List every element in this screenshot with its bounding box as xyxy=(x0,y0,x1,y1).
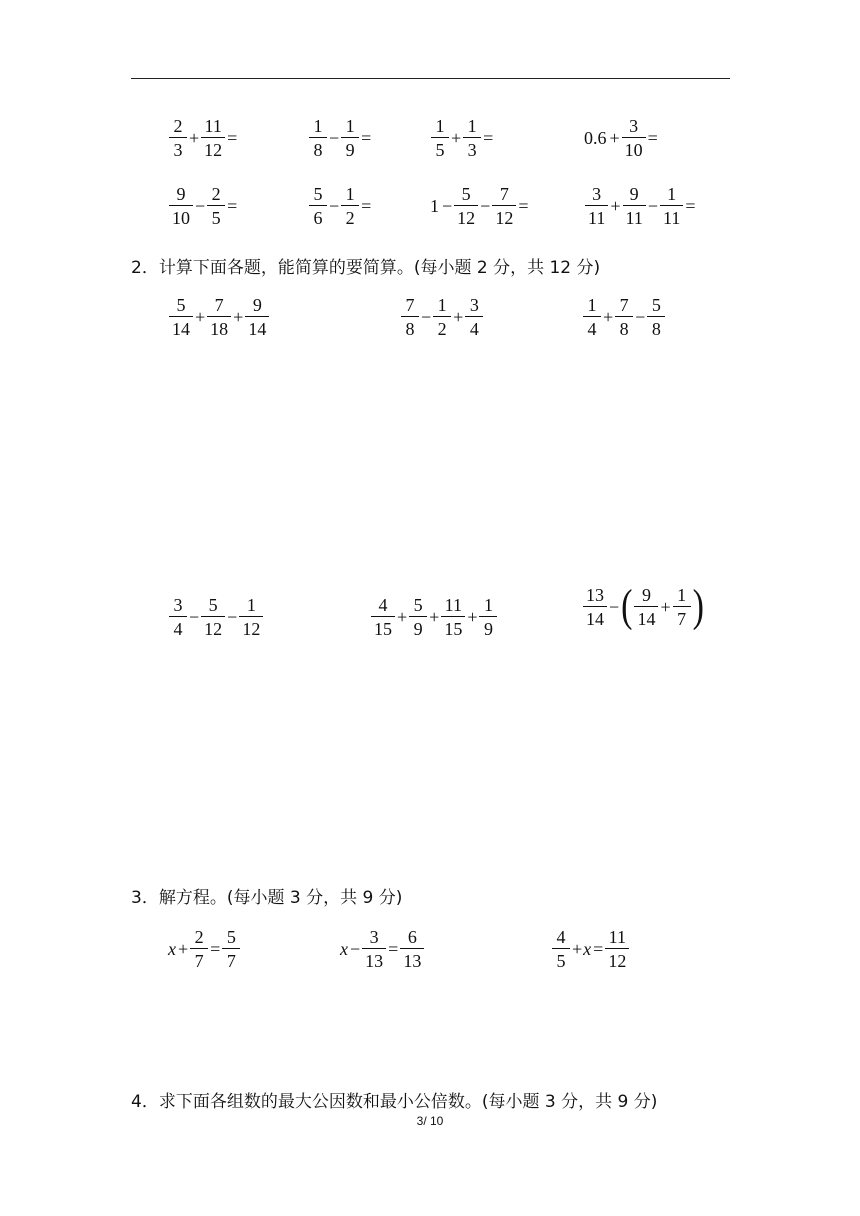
expr-r1-3 xyxy=(430,117,494,159)
numerator: 13 xyxy=(586,585,604,605)
fraction xyxy=(409,596,427,638)
numerator: 7 xyxy=(405,295,415,315)
denominator: 18 xyxy=(207,316,231,338)
fraction xyxy=(201,117,225,159)
denominator: 11 xyxy=(623,205,646,227)
denominator: 4 xyxy=(169,616,187,638)
expr-r1-2 xyxy=(308,117,372,159)
question-3-label: 3．解方程。(每小题 3 分，共 9 分) xyxy=(131,888,403,908)
expr-r2-3 xyxy=(430,185,529,227)
fraction xyxy=(623,185,646,227)
operator: + xyxy=(178,939,189,959)
variable-x: x xyxy=(583,939,592,959)
fraction xyxy=(362,928,386,970)
operator: − xyxy=(635,307,646,327)
denominator: 12 xyxy=(201,137,225,159)
q2-problem-3 xyxy=(582,296,666,338)
numerator: 4 xyxy=(378,595,388,615)
denominator: 15 xyxy=(441,616,465,638)
denominator: 2 xyxy=(433,316,451,338)
fraction xyxy=(207,296,231,338)
equals-sign: = xyxy=(685,196,696,216)
fraction xyxy=(615,296,633,338)
equals-sign: = xyxy=(361,196,372,216)
operator: + xyxy=(233,307,244,327)
fraction xyxy=(660,185,683,227)
numerator: 2 xyxy=(194,927,204,947)
fraction xyxy=(647,296,665,338)
left-parenthesis: ( xyxy=(621,581,633,632)
denominator: 11 xyxy=(660,205,683,227)
expr-r2-1 xyxy=(168,185,238,227)
equals-sign: = xyxy=(518,196,529,216)
fraction xyxy=(400,928,424,970)
fraction xyxy=(309,117,327,159)
denominator: 8 xyxy=(401,316,419,338)
fraction xyxy=(552,928,570,970)
numerator: 5 xyxy=(413,595,423,615)
denominator: 14 xyxy=(245,316,269,338)
fraction xyxy=(673,586,691,628)
operator: + xyxy=(467,607,478,627)
denominator: 5 xyxy=(552,948,570,970)
q3-equation-3 xyxy=(551,928,630,970)
fraction xyxy=(309,185,327,227)
denominator: 12 xyxy=(239,616,263,638)
operator: − xyxy=(195,196,206,216)
denominator: 4 xyxy=(465,316,483,338)
numerator: 3 xyxy=(629,116,639,136)
operator: + xyxy=(451,128,462,148)
operator: − xyxy=(329,196,340,216)
operator: − xyxy=(227,607,238,627)
denominator: 7 xyxy=(673,606,691,628)
fraction xyxy=(463,117,481,159)
denominator: 12 xyxy=(454,205,478,227)
denominator: 13 xyxy=(400,948,424,970)
numerator: 1 xyxy=(246,595,256,615)
denominator: 9 xyxy=(341,137,359,159)
numerator: 11 xyxy=(204,116,222,136)
expr-r1-4 xyxy=(584,117,659,159)
q2-problem-1 xyxy=(168,296,270,338)
operator: − xyxy=(421,307,432,327)
numerator: 9 xyxy=(641,585,651,605)
fraction xyxy=(169,185,193,227)
denominator: 2 xyxy=(341,205,359,227)
denominator: 12 xyxy=(201,616,225,638)
denominator: 4 xyxy=(583,316,601,338)
question-4-label: 4．求下面各组数的最大公因数和最小公倍数。(每小题 3 分，共 9 分) xyxy=(131,1092,658,1112)
denominator: 13 xyxy=(362,948,386,970)
fraction xyxy=(433,296,451,338)
numerator: 7 xyxy=(214,295,224,315)
numerator: 1 xyxy=(345,184,355,204)
operator: + xyxy=(603,307,614,327)
denominator: 10 xyxy=(622,137,646,159)
equals-sign: = xyxy=(361,128,372,148)
numerator: 11 xyxy=(608,927,626,947)
numerator: 3 xyxy=(173,595,183,615)
numerator: 1 xyxy=(313,116,323,136)
q3-equation-1 xyxy=(168,928,241,970)
equals-sign: = xyxy=(227,196,238,216)
operator: − xyxy=(442,196,453,216)
denominator: 14 xyxy=(634,606,658,628)
operator: − xyxy=(480,196,491,216)
numerator: 3 xyxy=(469,295,479,315)
numerator: 5 xyxy=(651,295,661,315)
equals-sign: = xyxy=(388,939,399,959)
numerator: 2 xyxy=(173,116,183,136)
fraction xyxy=(585,185,608,227)
numerator: 3 xyxy=(369,927,379,947)
denominator: 5 xyxy=(207,205,225,227)
fraction xyxy=(479,596,497,638)
denominator: 15 xyxy=(371,616,395,638)
denominator: 7 xyxy=(190,948,208,970)
question-2-label: 2．计算下面各题，能简算的要简算。(每小题 2 分，共 12 分) xyxy=(131,258,601,278)
denominator: 8 xyxy=(615,316,633,338)
equals-sign: = xyxy=(593,939,604,959)
fraction xyxy=(441,596,465,638)
numerator: 5 xyxy=(313,184,323,204)
fraction xyxy=(201,596,225,638)
numerator: 9 xyxy=(629,184,639,204)
operator: − xyxy=(329,128,340,148)
numerator: 1 xyxy=(467,116,477,136)
operator: + xyxy=(610,196,621,216)
numerator: 11 xyxy=(444,595,462,615)
fraction xyxy=(169,117,187,159)
fraction xyxy=(634,586,658,628)
numerator: 5 xyxy=(208,595,218,615)
numerator: 6 xyxy=(407,927,417,947)
fraction xyxy=(245,296,269,338)
numerator: 7 xyxy=(499,184,509,204)
denominator: 12 xyxy=(492,205,516,227)
q3-equation-2 xyxy=(340,928,425,970)
fraction xyxy=(190,928,208,970)
fraction xyxy=(583,586,607,628)
q2-problem-2 xyxy=(400,296,484,338)
numerator: 5 xyxy=(176,295,186,315)
denominator: 8 xyxy=(647,316,665,338)
numerator: 7 xyxy=(619,295,629,315)
fraction xyxy=(605,928,629,970)
operator: + xyxy=(429,607,440,627)
q2-problem-5 xyxy=(370,596,498,638)
denominator: 14 xyxy=(583,606,607,628)
numerator: 5 xyxy=(461,184,471,204)
numerator: 1 xyxy=(435,116,445,136)
numerator: 9 xyxy=(252,295,262,315)
fraction xyxy=(207,185,225,227)
operator: − xyxy=(609,597,620,617)
denominator: 10 xyxy=(169,205,193,227)
numerator: 3 xyxy=(592,184,602,204)
fraction xyxy=(222,928,240,970)
expr-r2-4 xyxy=(584,185,697,227)
fraction xyxy=(401,296,419,338)
operator: + xyxy=(189,128,200,148)
numerator: 2 xyxy=(211,184,221,204)
variable-x: x xyxy=(168,939,176,959)
numerator: 4 xyxy=(556,927,566,947)
operator: − xyxy=(647,196,658,216)
fraction xyxy=(622,117,646,159)
denominator: 5 xyxy=(431,137,449,159)
equals-sign: = xyxy=(647,128,658,148)
operator: + xyxy=(609,128,620,148)
fraction xyxy=(431,117,449,159)
denominator: 3 xyxy=(169,137,187,159)
fraction xyxy=(169,296,193,338)
denominator: 8 xyxy=(309,137,327,159)
q2-problem-4 xyxy=(168,596,264,638)
numerator: 1 xyxy=(677,585,687,605)
denominator: 11 xyxy=(585,205,608,227)
page-number: 3/ 10 xyxy=(416,1114,444,1128)
integer-term: 1 xyxy=(430,196,439,216)
operator: + xyxy=(572,939,583,959)
operator: + xyxy=(453,307,464,327)
denominator: 14 xyxy=(169,316,193,338)
operator: + xyxy=(195,307,206,327)
numerator: 1 xyxy=(345,116,355,136)
fraction xyxy=(492,185,516,227)
denominator: 12 xyxy=(605,948,629,970)
denominator: 3 xyxy=(463,137,481,159)
numerator: 1 xyxy=(667,184,677,204)
fraction xyxy=(465,296,483,338)
denominator: 9 xyxy=(479,616,497,638)
expr-r1-1 xyxy=(168,117,238,159)
fraction xyxy=(341,117,359,159)
right-parenthesis: ) xyxy=(692,581,704,632)
operator: + xyxy=(660,597,671,617)
fraction xyxy=(371,596,395,638)
q2-problem-6 xyxy=(582,581,705,632)
fraction xyxy=(169,596,187,638)
decimal-term: 0.6 xyxy=(584,128,607,148)
numerator: 1 xyxy=(483,595,493,615)
equals-sign: = xyxy=(227,128,238,148)
fraction xyxy=(583,296,601,338)
numerator: 5 xyxy=(226,927,236,947)
denominator: 6 xyxy=(309,205,327,227)
fraction xyxy=(341,185,359,227)
fraction xyxy=(454,185,478,227)
equals-sign: = xyxy=(483,128,494,148)
numerator: 1 xyxy=(587,295,597,315)
denominator: 9 xyxy=(409,616,427,638)
expr-r2-2 xyxy=(308,185,372,227)
operator: − xyxy=(189,607,200,627)
equals-sign: = xyxy=(210,939,221,959)
operator: + xyxy=(397,607,408,627)
fraction xyxy=(239,596,263,638)
top-rule xyxy=(131,78,730,79)
operator: − xyxy=(350,939,361,959)
denominator: 7 xyxy=(222,948,240,970)
numerator: 9 xyxy=(176,184,186,204)
variable-x: x xyxy=(340,939,348,959)
numerator: 1 xyxy=(437,295,447,315)
